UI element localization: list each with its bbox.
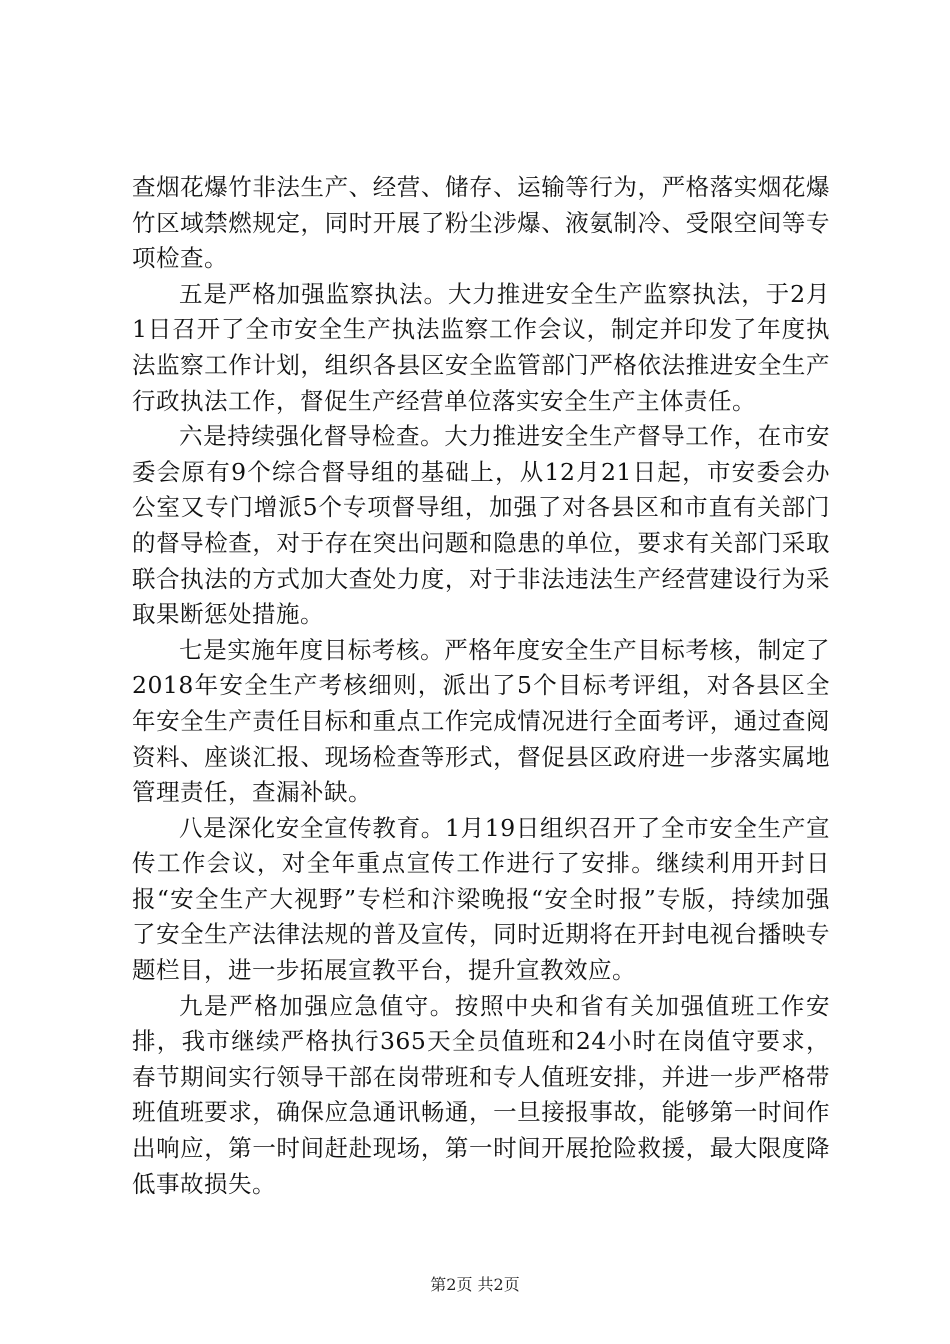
paragraph-item-8: 八是深化安全宣传教育。1月19日组织召开了全市安全生产宣传工作会议，对全年重点宣传工作进行了安排。继续利用开封日报“安全生产大视野”专栏和汴梁晚报“安全时报”专版，持续加强了安全生产法律法规的普及宣传，同时近期将在开封电视台播映专题栏目，进一步拓展宣教平台，提升宣教效应。	[132, 813, 830, 985]
paragraph-item-9: 九是严格加强应急值守。按照中央和省有关加强值班工作安排，我市继续严格执行365天全员值班和24小时在岗值守要求，春节期间实行领导干部在岗带班和专人值班安排，并进一步严格带班值班要求，确保应急通讯畅通，一旦接报事故，能够第一时间作出响应，第一时间赶赴现场，第一时间开展抢险救援，最大限度降低事故损失。	[132, 991, 830, 1198]
paragraph-item-7: 七是实施年度目标考核。严格年度安全生产目标考核，制定了2018年安全生产考核细则，派出了5个目标考评组，对各县区全年安全生产责任目标和重点工作完成情况进行全面考评，通过查阅资料、座谈汇报、现场检查等形式，督促县区政府进一步落实属地管理责任，查漏补缺。	[132, 635, 830, 807]
page-number-footer: 第2页 共2页	[430, 1275, 520, 1294]
paragraph-continuation: 查烟花爆竹非法生产、经营、储存、运输等行为，严格落实烟花爆竹区域禁燃规定，同时开展了粉尘涉爆、液氨制冷、受限空间等专项检查。	[132, 173, 830, 273]
paragraph-item-5: 五是严格加强监察执法。大力推进安全生产监察执法，于2月1日召开了全市安全生产执法监察工作会议，制定并印发了年度执法监察工作计划，组织各县区安全监管部门严格依法推进安全生产行政执法工作，督促生产经营单位落实安全生产主体责任。	[132, 279, 830, 415]
document-body	[132, 170, 830, 1202]
paragraph-item-6: 六是持续强化督导检查。大力推进安全生产督导工作，在市安委会原有9个综合督导组的基础上，从12月21日起，市安委会办公室又专门增派5个专项督导组，加强了对各县区和市直有关部门的督导检查，对于存在突出问题和隐患的单位，要求有关部门采取联合执法的方式加大查处力度，对于非法违法生产经营建设行为采取果断惩处措施。	[132, 422, 830, 629]
